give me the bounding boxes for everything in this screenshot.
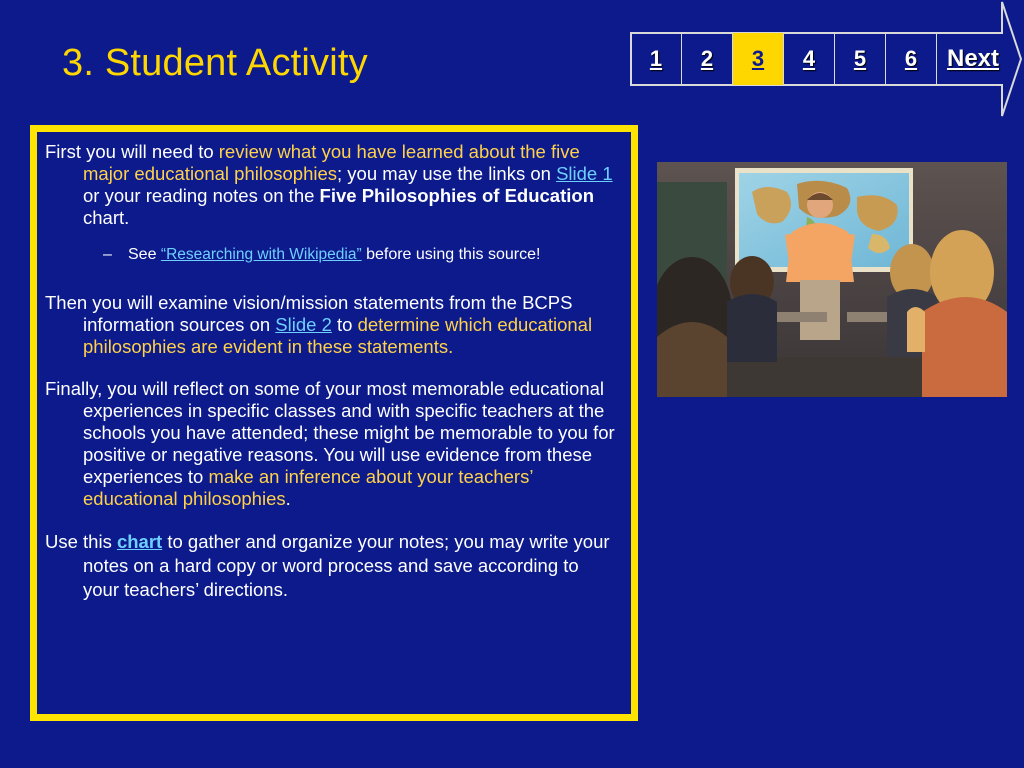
highlight-text: review what you have learned about the five major educational philosophies <box>83 141 580 184</box>
sub-bullet: – See “Researching with Wikipedia” before using this source! <box>103 246 541 263</box>
researching-wikipedia-link[interactable]: “Researching with Wikipedia” <box>160 246 362 263</box>
instruction-paragraph-3: Finally, you will reflect on some of your most memorable educational experiences in specific classes and with specific teachers at the schools you have attended; these might be memorable to you for positive or negative reasons. You will use evidence from these experiences to make an inference about your teachers’ educational philosophies. <box>45 378 615 509</box>
nav-slide-5-button[interactable]: 5 <box>835 33 886 85</box>
instruction-paragraph-2: Then you will examine vision/mission statements from the BCPS information sources on Slide 2 to determine which educational philosophies are evident in these statements. <box>45 292 593 357</box>
slide-2-link[interactable]: Slide 2 <box>275 314 332 335</box>
highlight-text: determine which educational philosophies are evident in these statements. <box>83 314 593 357</box>
nav-next-button[interactable]: Next <box>946 45 1000 72</box>
bold-chart-name: Five Philosophies of Education <box>319 185 594 206</box>
chart-link[interactable]: chart <box>116 531 163 552</box>
instruction-paragraph-4: Use this chart to gather and organize your notes; you may write your notes on a hard copy or word process and save according to your teachers’ directions. <box>45 531 610 600</box>
nav-buttons <box>631 33 1009 85</box>
slide-1-link[interactable]: Slide 1 <box>556 163 613 184</box>
nav-slide-3-button[interactable]: 3 <box>733 33 784 85</box>
highlight-text: make an inference about your teachers’ educational philosophies <box>83 466 533 509</box>
dash-bullet: – <box>103 246 112 263</box>
nav-slide-1-button[interactable]: 1 <box>631 33 682 85</box>
nav-slide-6-button[interactable]: 6 <box>886 33 937 85</box>
instruction-paragraph-1: First you will need to review what you have learned about the five major educational philosophies; you may use the links on Slide 1 or your reading notes on the Five Philosophies of Education chart. <box>45 141 613 228</box>
nav-slide-2-button[interactable]: 2 <box>682 33 733 85</box>
activity-instructions-box <box>30 125 638 721</box>
nav-slide-4-button[interactable]: 4 <box>784 33 835 85</box>
slide-title: 3. Student Activity <box>62 42 368 84</box>
classroom-illustration <box>657 162 1007 397</box>
classroom-photo <box>657 162 1007 397</box>
